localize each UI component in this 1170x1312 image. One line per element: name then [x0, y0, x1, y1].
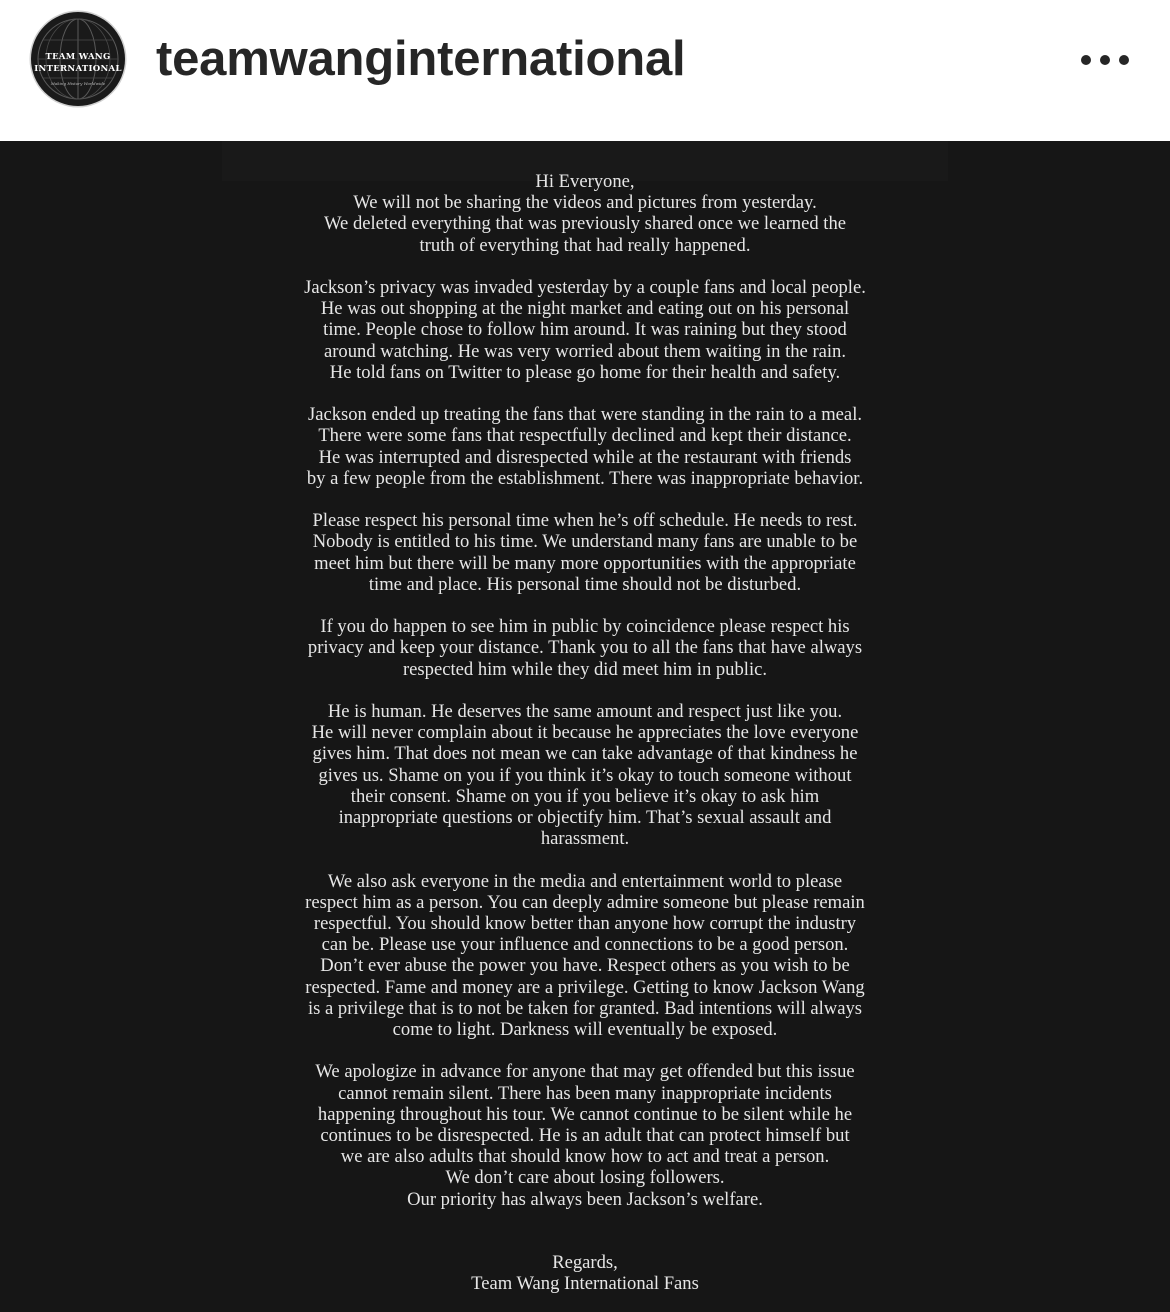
- avatar-logo-line1: TEAM WANG: [45, 52, 111, 62]
- more-horizontal-icon: [1119, 55, 1129, 65]
- post-header: [0, 0, 1170, 141]
- username-link[interactable]: teamwanginternational: [156, 32, 686, 86]
- statement-paragraph: He is human. He deserves the same amount and respect just like you. He will never complain about it because he appreciates the love everyone gives him. That does not mean we can take advantage of that kindness he gives us. Shame on you if you think it’s okay to touch someone without their consent. Shame on you if you believe it’s okay to ask him inappropriate questions or objectify him. That’s sexual assault and harassment.: [311, 701, 859, 850]
- statement-signoff: Regards, Team Wang International Fans: [471, 1251, 699, 1295]
- statement-text: [180, 171, 990, 1294]
- statement-paragraph: If you do happen to see him in public by coincidence please respect his privacy and keep your distance. Thank you to all the fans that have always respected him while they did meet him in public.: [307, 616, 863, 680]
- post-image[interactable]: [0, 141, 1170, 1312]
- statement-paragraph: Jackson ended up treating the fans that were standing in the rain to a meal. There were some fans that respectfully declined and kept their distance. He was interrupted and disrespected while at the restaurant with friends by a few people from the establishment. There was inappropriate behavior.: [306, 404, 864, 489]
- statement-paragraph: We also ask everyone in the media and entertainment world to please respect him as a person. You can deeply admire someone but please remain respectful. You should know better than anyone how corrupt the industry can be. Please use your influence and connections to be a good person. Don’t ever abuse the power you have. Respect others as you wish to be respected. Fame and money are a privilege. Getting to know Jackson Wang is a privilege that is to not be taken for granted. Bad intentions will always come to light. Darkness will eventually be exposed.: [305, 870, 865, 1041]
- more-horizontal-icon: [1081, 55, 1091, 65]
- more-options-button[interactable]: [1074, 44, 1136, 76]
- avatar-logo-line2: INTERNATIONAL: [34, 64, 122, 74]
- statement-paragraph: We apologize in advance for anyone that may get offended but this issue cannot remain silent. There has been many inappropriate incidents happening throughout his tour. We cannot continue to be silent while he continues to be disrespected. He is an adult that can protect himself but we are also adults that should know how to act and treat a person. We don’t care about losing followers. Our priority has always been Jackson’s welfare.: [315, 1061, 855, 1210]
- statement-paragraph: Hi Everyone, We will not be sharing the videos and pictures from yesterday. We deleted everything that was previously shared once we learned the truth of everything that had really happened.: [323, 171, 847, 256]
- statement-paragraph: Please respect his personal time when he’s off schedule. He needs to rest. Nobody is entitled to his time. We understand many fans are unable to be meet him but there will be many more opportunities with the appropriate time and place. His personal time should not be disturbed.: [312, 510, 858, 595]
- statement-paragraph: Jackson’s privacy was invaded yesterday by a couple fans and local people. He was out shopping at the night market and eating out on his personal time. People chose to follow him around. It was raining but they stood around watching. He was very worried about them waiting in the rain. He told fans on Twitter to please go home for their health and safety.: [304, 277, 866, 383]
- more-horizontal-icon: [1100, 55, 1110, 65]
- profile-avatar[interactable]: [31, 12, 125, 106]
- avatar-logo-tagline: Making History Worldwide: [50, 81, 106, 86]
